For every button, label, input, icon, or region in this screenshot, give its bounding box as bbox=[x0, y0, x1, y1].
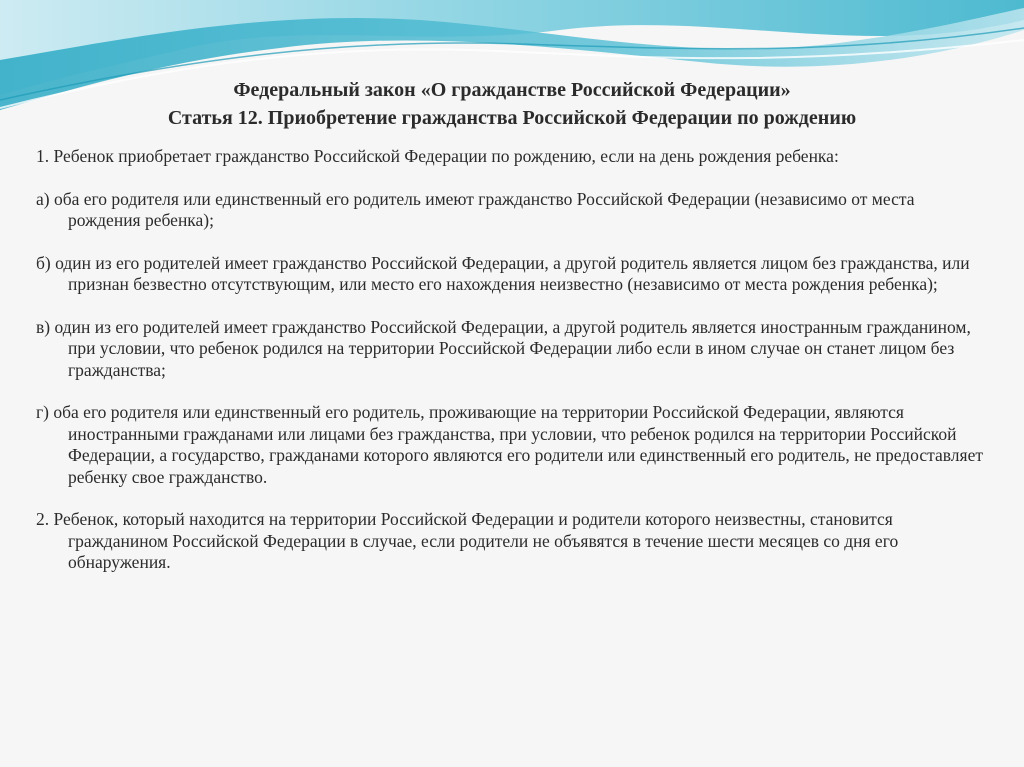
law-title: Федеральный закон «О гражданстве Российской Федерации» bbox=[233, 79, 791, 101]
paragraph-v: в) один из его родителей имеет гражданство Российской Федерации, а другой родитель является иностранным гражданином, при условии, что ребенок родился на территории Российской Федерации либо если в ином случае он станет лицом без гражданства; bbox=[36, 316, 971, 380]
paragraph-g: г) оба его родителя или единственный его родитель, проживающие на территории Российской Федерации, являются иностранными гражданами или лицами без гражданства, при условии, что ребенок родился на территории Российской Федерации, а государство, гражданами которого являются его родители или единственный его родитель, не предоставляет ребенку свое гражданство. bbox=[36, 402, 983, 487]
article-subtitle: Статья 12. Приобретение гражданства Российской Федерации по рождению bbox=[167, 107, 857, 129]
article-body bbox=[36, 146, 986, 595]
paragraph-1: 1. Ребенок приобретает гражданство Российской Федерации по рождению, если на день рождения ребенка: bbox=[36, 146, 839, 166]
paragraph-a: а) оба его родителя или единственный его родитель имеют гражданство Российской Федерации (независимо от места рождения ребенка); bbox=[36, 188, 915, 230]
paragraph-2: 2. Ребенок, который находится на территории Российской Федерации и родители которого неизвестны, становится гражданином Российской Федерации в случае, если родители не объявятся в течение шести месяцев со дня его обнаружения. bbox=[36, 509, 899, 572]
paragraph-b: б) один из его родителей имеет гражданство Российской Федерации, а другой родитель является лицом без гражданства, или признан безвестно отсутствующим, или место его нахождения неизвестно (независимо от места рождения ребенка); bbox=[36, 252, 970, 294]
slide-title-block bbox=[0, 78, 1024, 130]
